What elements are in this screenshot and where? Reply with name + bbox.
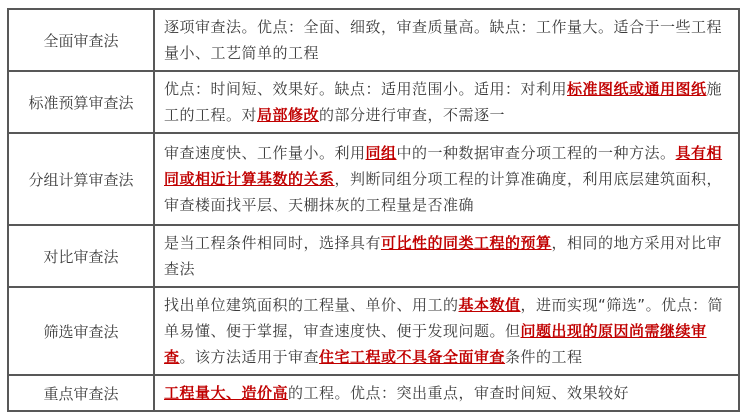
- method-name: 分组计算审查法: [8, 133, 154, 225]
- review-methods-table: [7, 8, 740, 412]
- review-methods-table-body: [8, 9, 739, 411]
- method-name: 重点审查法: [8, 375, 154, 411]
- highlighted-text: 可比性的同类工程的预算: [381, 234, 552, 252]
- method-description: [154, 375, 739, 411]
- highlighted-text: 问题出现的原因尚需继续审查: [164, 322, 707, 366]
- plain-text: ，判断同组分项工程的计算准确度，利用底层建筑面积，审查楼面找平层、天棚抹灰的工程量是否准确: [164, 170, 723, 214]
- plain-text: 的部分进行审查，不需逐一: [319, 106, 506, 124]
- method-description: [154, 133, 739, 225]
- method-description: [154, 9, 739, 71]
- table-row: [8, 225, 739, 287]
- plain-text: 。该方法适用于审查: [179, 348, 320, 366]
- plain-text: 条件的工程: [505, 348, 583, 366]
- highlighted-text: 工程量大、造价高: [164, 384, 289, 402]
- table-row: [8, 287, 739, 375]
- highlighted-text: 标准图纸或通用图纸: [567, 80, 707, 98]
- highlighted-text: 住宅工程或不具备全面审查: [319, 348, 506, 366]
- table-row: [8, 133, 739, 225]
- plain-text: 审查速度快、工作量小。利用: [164, 144, 366, 162]
- method-description: [154, 71, 739, 133]
- table-row: [8, 375, 739, 411]
- highlighted-text: 局部修改: [257, 106, 320, 124]
- plain-text: 的工程。优点：突出重点，审查时间短、效果较好: [288, 384, 630, 402]
- table-row: [8, 9, 739, 71]
- plain-text: 优点：时间短、效果好。缺点：适用范围小。适用：对利用: [164, 80, 568, 98]
- method-name: 筛选审查法: [8, 287, 154, 375]
- method-description: [154, 287, 739, 375]
- plain-text: 是当工程条件相同时，选择具有: [164, 234, 382, 252]
- plain-text: ，相同的地方采用对比审查法: [164, 234, 723, 278]
- plain-text: 中的一种数据审查分项工程的一种方法。: [396, 144, 676, 162]
- table-row: [8, 71, 739, 133]
- plain-text: 找出单位建筑面积的工程量、单价、用工的: [164, 296, 459, 314]
- highlighted-text: 具有相同或相近计算基数的关系: [164, 144, 723, 188]
- method-name: 全面审查法: [8, 9, 154, 71]
- method-name: 对比审查法: [8, 225, 154, 287]
- plain-text: 施工的工程。对: [164, 80, 723, 124]
- highlighted-text: 基本数值: [458, 296, 521, 314]
- plain-text: ，进而实现“筛选”。优点：简单易懂、便于掌握，审查速度快、便于发现问题。但: [164, 296, 724, 340]
- plain-text: 逐项审查法。优点：全面、细致，审查质量高。缺点：工作量大。适合于一些工程量小、工艺简单的工程: [164, 18, 723, 62]
- highlighted-text: 同组: [365, 144, 397, 162]
- method-description: [154, 225, 739, 287]
- method-name: 标准预算审查法: [8, 71, 154, 133]
